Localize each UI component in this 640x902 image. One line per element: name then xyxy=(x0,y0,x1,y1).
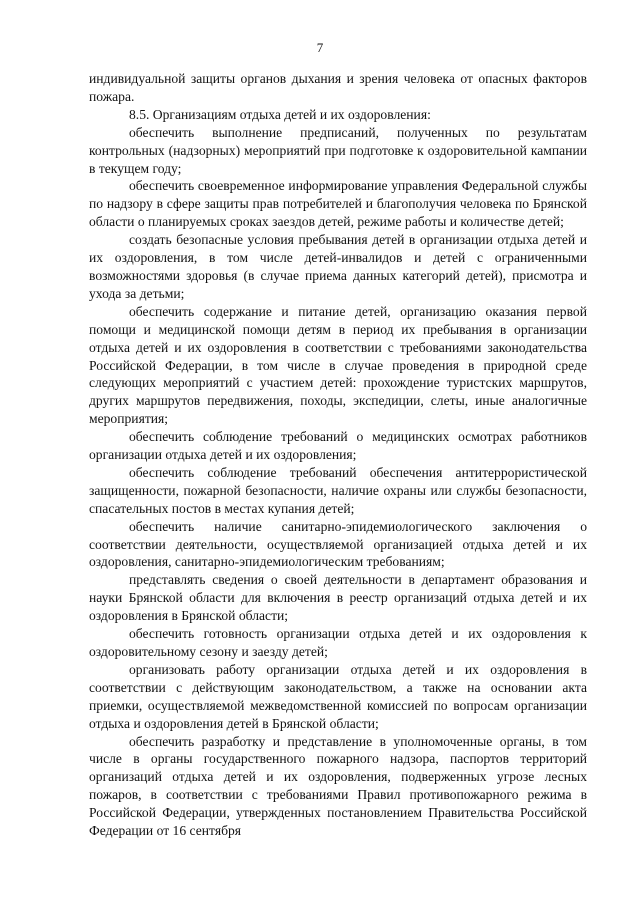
page-number: 7 xyxy=(316,40,324,55)
paragraph: обеспечить соблюдение требований обеспечения антитеррористической защищенности, пожарной безопасности, наличие охраны или службы безопасности, спасательных постов в местах купания детей; xyxy=(89,464,587,516)
paragraph: обеспечить содержание и питание детей, организацию оказания первой помощи и медицинской помощи детям в период их пребывания в организации отдыха детей и их оздоровления в соответствии с требованиями законодательства Российской Федерации, в том числе в случае проведения в природной среде следующих мероприятий с участием детей: прохождение туристских маршрутов, других маршрутов передвижения, походы, экспедиции, слеты, иные аналогичные мероприятия; xyxy=(89,303,587,427)
paragraph: обеспечить выполнение предписаний, полученных по результатам контрольных (надзорных) мероприятий при подготовке к оздоровительной кампании в текущем году; xyxy=(89,124,587,176)
paragraph: обеспечить готовность организации отдыха детей и их оздоровления к оздоровительному сезону и заезду детей; xyxy=(89,626,587,659)
paragraph: представлять сведения о своей деятельности в департамент образования и науки Брянской области для включения в реестр организаций отдыха детей и их оздоровления в Брянской области; xyxy=(89,572,587,624)
paragraph: обеспечить разработку и представление в уполномоченные органы, в том числе в органы государственного пожарного надзора, паспортов территорий организаций отдыха детей и их оздоровления, подверженных угрозе лесных пожаров, в соответствии с требованиями Правил противопожарного режима в Российской Федерации, утвержденных постановлением Правительства Российской Федерации от 16 сентября xyxy=(89,733,587,839)
paragraph: обеспечить наличие санитарно-эпидемиологического заключения о соответствии деятельности, осуществляемой организацией отдыха детей и их оздоровления, санитарно-эпидемиологическим требованиям; xyxy=(89,518,587,570)
section-heading: 8.5. Организациям отдыха детей и их оздоровления: xyxy=(129,106,431,122)
paragraph: обеспечить своевременное информирование управления Федеральной службы по надзору в сфере защиты прав потребителей и благополучия человека по Брянской области о планируемых сроках заездов детей, режиме работы и количестве детей; xyxy=(89,178,587,230)
paragraph: организовать работу организации отдыха детей и их оздоровления в соответствии с действующим законодательством, а также на основании акта приемки, осуществляемой межведомственной комиссией по вопросам организации отдыха и оздоровления детей в Брянской области; xyxy=(89,661,587,731)
paragraph: обеспечить соблюдение требований о медицинских осмотрах работников организации отдыха детей и их оздоровления; xyxy=(89,429,587,463)
paragraph: создать безопасные условия пребывания детей в организации отдыха детей и их оздоровления, в том числе детей-инвалидов и детей с ограниченными возможностями здоровья (в случае приема данных категорий детей), присмотра и ухода за детьми; xyxy=(89,232,587,301)
document-body xyxy=(89,70,587,840)
paragraph: индивидуальной защиты органов дыхания и зрения человека от опасных факторов пожара. xyxy=(89,71,587,104)
